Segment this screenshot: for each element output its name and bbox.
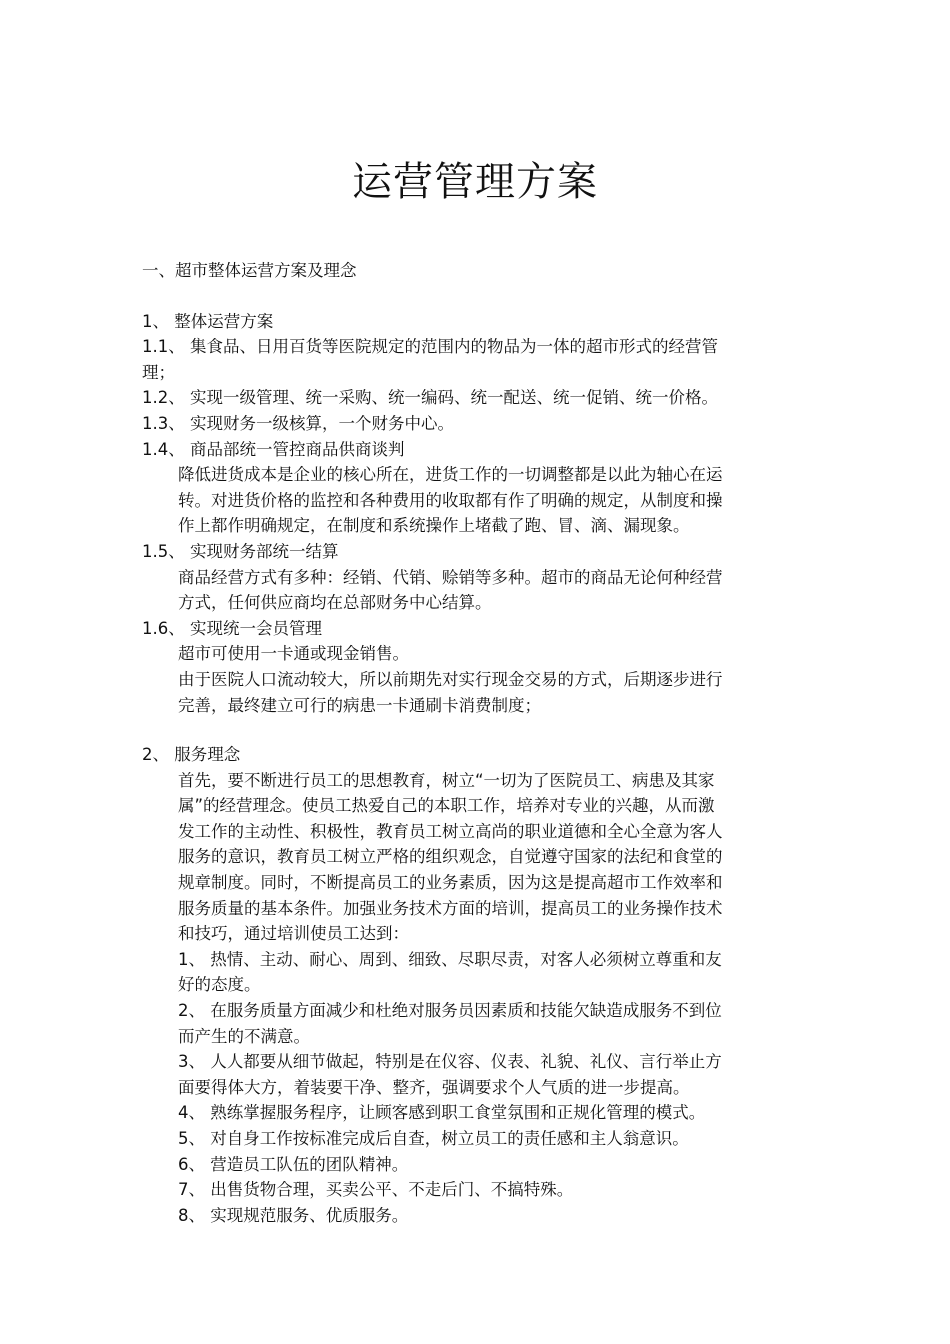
service-paragraph-line: 服务质量的基本条件。加强业务技术方面的培训，提高员工的业务操作技术 (178, 898, 723, 918)
document-body (142, 258, 814, 1228)
service-point: 1、 热情、主动、耐心、周到、细致、尽职尽责，对客人必须树立尊重和友 (178, 949, 722, 969)
item-1-1-line-2: 理； (142, 362, 175, 382)
item-1-4-text: 作上都作明确规定，在制度和系统操作上堵截了跑、冒、滴、漏现象。 (178, 516, 690, 536)
service-paragraph-line: 规章制度。同时，不断提高员工的业务素质，因为这是提高超市工作效率和 (178, 873, 723, 893)
spacer (142, 718, 814, 742)
service-paragraph-line: 发工作的主动性、积极性，教育员工树立高尚的职业道德和全心全意为客人 (178, 821, 723, 841)
item-1-4-text: 降低进货成本是企业的核心所在，进货工作的一切调整都是以此为轴心在运 (178, 465, 723, 485)
item-1-1-line-1: 1.1、 集食品、日用百货等医院规定的范围内的物品为一体的超市形式的经营管 (142, 337, 718, 357)
service-paragraph-line: 和技巧，通过培训使员工达到： (178, 924, 409, 944)
service-point: 2、 在服务质量方面减少和杜绝对服务员因素质和技能欠缺造成服务不到位 (178, 1001, 722, 1021)
document-title: 运营管理方案 (352, 158, 598, 205)
service-point: 4、 熟练掌握服务程序，让顾客感到职工食堂氛围和正规化管理的模式。 (178, 1103, 706, 1123)
item-1-6-text: 由于医院人口流动较大，所以前期先对实行现金交易的方式，后期逐步进行 (178, 669, 723, 689)
item-1-5-text: 方式，任何供应商均在总部财务中心结算。 (178, 593, 492, 613)
item-1-5-text: 商品经营方式有多种：经销、代销、赊销等多种。超市的商品无论何种经营 (178, 567, 723, 587)
service-paragraph-line: 服务的意识，教育员工树立严格的组织观念，自觉遵守国家的法纪和食堂的 (178, 847, 723, 867)
service-point: 8、 实现规范服务、优质服务。 (178, 1205, 409, 1225)
service-point: 6、 营造员工队伍的团队精神。 (178, 1154, 409, 1174)
service-paragraph-line: 属”的经营理念。使员工热爱自己的本职工作，培养对专业的兴趣，从而激 (178, 796, 715, 816)
item-1-3: 1.3、 实现财务一级核算，一个财务中心。 (142, 413, 454, 433)
subsection-heading: 2、 服务理念 (142, 745, 241, 765)
item-1-5-heading: 1.5、 实现财务部统一结算 (142, 541, 339, 561)
service-point: 5、 对自身工作按标准完成后自查，树立员工的责任感和主人翁意识。 (178, 1129, 689, 1148)
item-1-6-heading: 1.6、 实现统一会员管理 (142, 618, 322, 638)
section-heading: 一、超市整体运营方案及理念 (142, 261, 357, 280)
item-1-4-text: 转。对进货价格的监控和各种费用的收取都有作了明确的规定，从制度和操 (178, 490, 723, 510)
service-paragraph-line: 首先，要不断进行员工的思想教育，树立“一切为了医院员工、病患及其家 (178, 770, 715, 790)
service-point: 7、 出售货物合理，买卖公平、不走后门、不搞特殊。 (178, 1180, 574, 1200)
item-1-4-heading: 1.4、 商品部统一管控商品供商谈判 (142, 439, 405, 459)
service-point-cont: 好的态度。 (178, 975, 261, 995)
item-1-2: 1.2、 实现一级管理、统一采购、统一编码、统一配送、统一促销、统一价格。 (142, 388, 718, 408)
service-point-cont: 而产生的不满意。 (178, 1026, 310, 1046)
item-1-6-text: 完善，最终建立可行的病患一卡通刷卡消费制度； (178, 695, 541, 715)
spacer (142, 284, 814, 309)
service-point: 3、 人人都要从细节做起，特别是在仪容、仪表、礼貌、礼仪、言行举止方 (178, 1052, 722, 1072)
item-1-6-text: 超市可使用一卡通或现金销售。 (178, 644, 409, 664)
service-point-cont: 面要得体大方，着装要干净、整齐，强调要求个人气质的进一步提高。 (178, 1077, 690, 1097)
subsection-heading: 1、 整体运营方案 (142, 311, 274, 331)
